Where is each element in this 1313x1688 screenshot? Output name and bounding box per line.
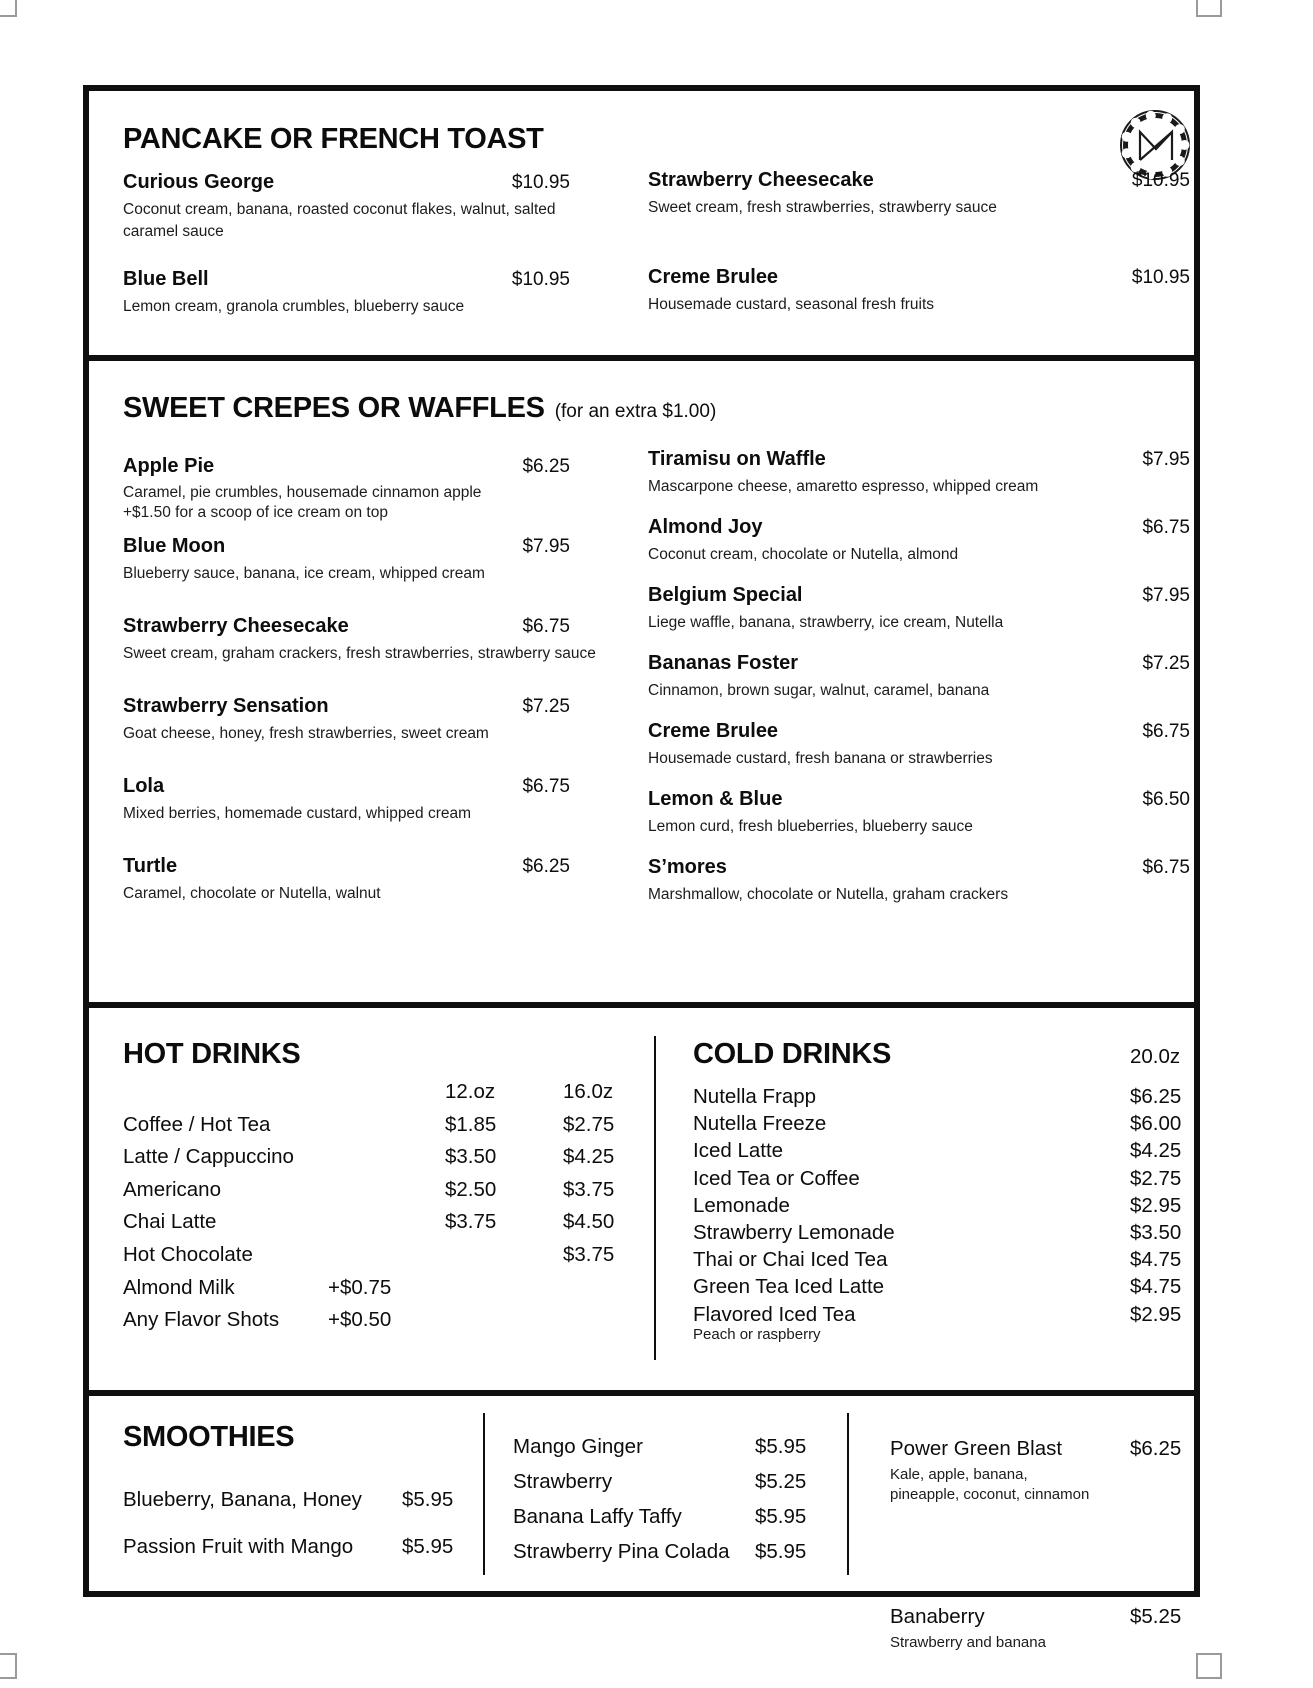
item-desc: Coconut cream, banana, roasted coconut flakes, walnut, salted (123, 201, 556, 218)
price-12oz: $3.50 (445, 1145, 497, 1169)
item-price: $7.95 (1142, 585, 1190, 606)
drink-price: $2.75 (1130, 1166, 1182, 1190)
section-drinks (89, 1002, 1194, 1390)
drink-price: $4.75 (1130, 1248, 1182, 1272)
item-name: Blueberry, Banana, Honey (123, 1488, 362, 1511)
item-price: $5.95 (402, 1488, 454, 1511)
item-name: Mango Ginger (513, 1435, 643, 1458)
price-16oz: $3.75 (563, 1177, 615, 1201)
price-16oz: $2.75 (563, 1112, 615, 1136)
drink-name: Iced Latte (693, 1139, 784, 1163)
list-item (123, 1535, 541, 1582)
item-desc: Liege waffle, banana, strawberry, ice cream, Nutella (648, 614, 1004, 631)
drink-name: Iced Tea or Coffee (693, 1166, 860, 1190)
item-desc-line2: caramel sauce (123, 223, 224, 240)
table-row (123, 1145, 683, 1178)
item-name: Strawberry Cheesecake (648, 169, 874, 191)
addon-name: Almond Milk (123, 1275, 235, 1299)
hot-drinks-table (123, 1080, 683, 1341)
price-16oz: $4.50 (563, 1210, 615, 1234)
drink-name: Hot Chocolate (123, 1242, 253, 1266)
table-row (693, 1167, 1190, 1194)
item-price: $7.25 (1142, 653, 1190, 674)
item-desc: Caramel, pie crumbles, housemade cinnamon apple (123, 484, 482, 501)
item-name: Apple Pie (123, 455, 215, 477)
section-pancake-french-toast (89, 91, 1194, 355)
section-subtitle: (for an extra $1.00) (554, 401, 717, 422)
drink-name: Americano (123, 1177, 221, 1201)
menu-item (123, 268, 570, 365)
menu-item (648, 448, 1190, 516)
item-desc: Marshmallow, chocolate or Nutella, graham crackers (648, 886, 1009, 903)
item-name: Bananas Foster (648, 652, 799, 674)
table-row (693, 1085, 1190, 1112)
menu-item (648, 266, 1190, 363)
item-price: $6.75 (1142, 517, 1190, 538)
item-name: Tiramisu on Waffle (648, 448, 826, 470)
item-price: $7.95 (1142, 449, 1190, 470)
table-row (693, 1112, 1190, 1139)
drink-name: Nutella Freeze (693, 1112, 827, 1136)
list-item (890, 1437, 1190, 1505)
item-price: $6.75 (522, 776, 570, 797)
item-name: Blue Moon (123, 535, 226, 557)
table-row (123, 1276, 683, 1309)
menu-item (123, 535, 570, 615)
item-price: $5.95 (755, 1505, 807, 1528)
item-desc: Housemade custard, seasonal fresh fruits (648, 296, 935, 313)
crop-mark-top-right (1196, 0, 1222, 17)
drink-price: $6.25 (1130, 1085, 1182, 1108)
crop-mark-bottom-left (0, 1653, 17, 1679)
item-name: Power Green Blast (890, 1437, 1063, 1460)
menu-item (123, 171, 570, 268)
item-desc: Goat cheese, honey, fresh strawberries, sweet cream (123, 725, 489, 742)
table-row (693, 1248, 1190, 1275)
item-desc: Mixed berries, homemade custard, whipped cream (123, 805, 472, 822)
drink-name: Flavored Iced Tea (693, 1302, 856, 1326)
item-price: $7.25 (522, 696, 570, 717)
drink-name: Coffee / Hot Tea (123, 1112, 271, 1136)
item-name: Creme Brulee (648, 266, 779, 288)
item-desc: Coconut cream, chocolate or Nutella, almond (648, 546, 959, 563)
price-16oz: $4.25 (563, 1145, 615, 1169)
table-row (693, 1221, 1190, 1248)
menu-item (648, 788, 1190, 856)
list-item (513, 1470, 903, 1505)
item-name: Strawberry Sensation (123, 695, 329, 717)
item-desc: Sweet cream, fresh strawberries, strawberry sauce (648, 199, 997, 216)
crop-mark-bottom-right (1196, 1653, 1222, 1679)
addon-price: +$0.50 (328, 1308, 392, 1332)
item-desc: Caramel, chocolate or Nutella, walnut (123, 885, 381, 902)
drink-price: $4.25 (1130, 1139, 1182, 1163)
drink-name: Green Tea Iced Latte (693, 1275, 885, 1299)
menu-item (648, 652, 1190, 720)
cold-drinks-title: COLD DRINKS (693, 1038, 892, 1070)
drink-name: Latte / Cappuccino (123, 1145, 294, 1169)
item-name: Strawberry Cheesecake (123, 615, 349, 637)
addon-name: Any Flavor Shots (123, 1308, 280, 1332)
hot-drinks-title: HOT DRINKS (123, 1038, 301, 1070)
menu-item (648, 856, 1190, 924)
item-price: $6.25 (522, 456, 570, 477)
menu-item (123, 855, 570, 935)
section-title: SWEET CREPES OR WAFFLES (123, 392, 545, 424)
item-price: $6.75 (1142, 857, 1190, 878)
smoothies-column-1 (123, 1488, 541, 1582)
list-item (890, 1605, 1190, 1653)
price-12oz: $2.50 (445, 1177, 497, 1201)
item-name: Curious George (123, 171, 275, 193)
item-name: Blue Bell (123, 268, 209, 290)
item-name: Almond Joy (648, 516, 763, 538)
item-desc: Blueberry sauce, banana, ice cream, whipped cream (123, 565, 485, 582)
drink-price: $6.00 (1130, 1112, 1182, 1136)
item-name: Strawberry Pina Colada (513, 1540, 730, 1563)
smoothies-column-2 (513, 1435, 903, 1575)
price-12oz: $1.85 (445, 1112, 497, 1136)
item-price: $7.95 (522, 536, 570, 557)
menu-item (648, 169, 1190, 266)
crop-mark-top-left (0, 0, 17, 17)
item-name: Banana Laffy Taffy (513, 1505, 682, 1528)
drink-sub-desc: Peach or raspberry (693, 1325, 821, 1343)
item-price: $10.95 (1131, 170, 1190, 191)
item-name: Banaberry (890, 1605, 985, 1628)
table-row (693, 1139, 1190, 1166)
size-header-12oz: 12.oz (445, 1080, 496, 1103)
drink-name: Strawberry Lemonade (693, 1220, 895, 1244)
menu-item (123, 775, 570, 855)
item-price: $6.25 (522, 856, 570, 877)
item-desc-line2: +$1.50 for a scoop of ice cream on top (123, 504, 388, 521)
item-desc: Lemon cream, granola crumbles, blueberry sauce (123, 298, 465, 315)
item-name: Passion Fruit with Mango (123, 1535, 354, 1558)
drink-price: $2.95 (1130, 1193, 1182, 1217)
table-row (693, 1303, 1190, 1350)
smoothies-column-3 (890, 1437, 1190, 1651)
item-name: Strawberry (513, 1470, 613, 1493)
price-16oz: $3.75 (563, 1242, 615, 1266)
item-desc: Housemade custard, fresh banana or strawberries (648, 750, 993, 767)
table-row (693, 1275, 1190, 1302)
menu-item (648, 720, 1190, 788)
item-name: Belgium Special (648, 584, 803, 606)
drink-name: Lemonade (693, 1193, 790, 1217)
size-header-16oz: 16.0z (563, 1080, 614, 1103)
item-price: $6.50 (1142, 789, 1190, 810)
item-price: $5.95 (402, 1535, 454, 1558)
list-item (513, 1505, 903, 1540)
item-price: $10.95 (1131, 267, 1190, 288)
item-price: $10.95 (511, 172, 570, 193)
item-price: $6.75 (1142, 721, 1190, 742)
menu-item (123, 455, 570, 535)
item-name: Lemon & Blue (648, 788, 783, 810)
item-price: $5.95 (755, 1435, 807, 1458)
table-row (123, 1308, 683, 1341)
smoothies-title: SMOOTHIES (123, 1421, 295, 1453)
drink-price: $2.95 (1130, 1302, 1182, 1326)
addon-price: +$0.75 (328, 1275, 392, 1299)
item-price: $5.25 (755, 1470, 807, 1493)
list-item (123, 1488, 541, 1535)
item-name: S’mores (648, 856, 727, 878)
section-smoothies (89, 1390, 1194, 1651)
item-name: Turtle (123, 855, 178, 877)
drink-name: Chai Latte (123, 1210, 217, 1234)
menu-item (648, 516, 1190, 584)
size-header-20oz: 20.0z (1130, 1045, 1181, 1068)
list-item (513, 1540, 903, 1575)
item-desc: Cinnamon, brown sugar, walnut, caramel, banana (648, 682, 990, 699)
drink-name: Thai or Chai Iced Tea (693, 1248, 888, 1272)
item-desc: Strawberry and banana (890, 1634, 1046, 1651)
item-price: $5.95 (755, 1540, 807, 1563)
section-title: PANCAKE OR FRENCH TOAST (123, 123, 544, 155)
item-name: Creme Brulee (648, 720, 779, 742)
menu-item (648, 584, 1190, 652)
price-12oz: $3.75 (445, 1210, 497, 1234)
item-name: Lola (123, 775, 165, 797)
table-row (123, 1113, 683, 1146)
menu-item (123, 695, 570, 775)
item-desc: Mascarpone cheese, amaretto espresso, whipped cream (648, 478, 1039, 495)
item-desc: Sweet cream, graham crackers, fresh strawberries, strawberry sauce (123, 645, 596, 662)
item-price: $6.25 (1130, 1437, 1182, 1460)
drink-price: $3.50 (1130, 1220, 1182, 1244)
list-item (513, 1435, 903, 1470)
menu-item (123, 615, 596, 695)
item-desc: Lemon curd, fresh blueberries, blueberry sauce (648, 818, 973, 835)
table-row (123, 1243, 683, 1276)
item-desc: Kale, apple, banana, pineapple, coconut, cinnamon (890, 1466, 1090, 1503)
drink-price: $4.75 (1130, 1275, 1182, 1299)
section-sweet-crepes-waffles (89, 355, 1194, 1002)
menu-page (83, 85, 1200, 1651)
cold-drinks-table (693, 1085, 1190, 1350)
item-price: $6.75 (522, 616, 570, 637)
table-row (693, 1194, 1190, 1221)
item-price: $10.95 (511, 269, 570, 290)
drink-name: Nutella Frapp (693, 1085, 817, 1108)
table-row (123, 1210, 683, 1243)
table-row (123, 1178, 683, 1211)
item-price: $5.25 (1130, 1605, 1182, 1628)
